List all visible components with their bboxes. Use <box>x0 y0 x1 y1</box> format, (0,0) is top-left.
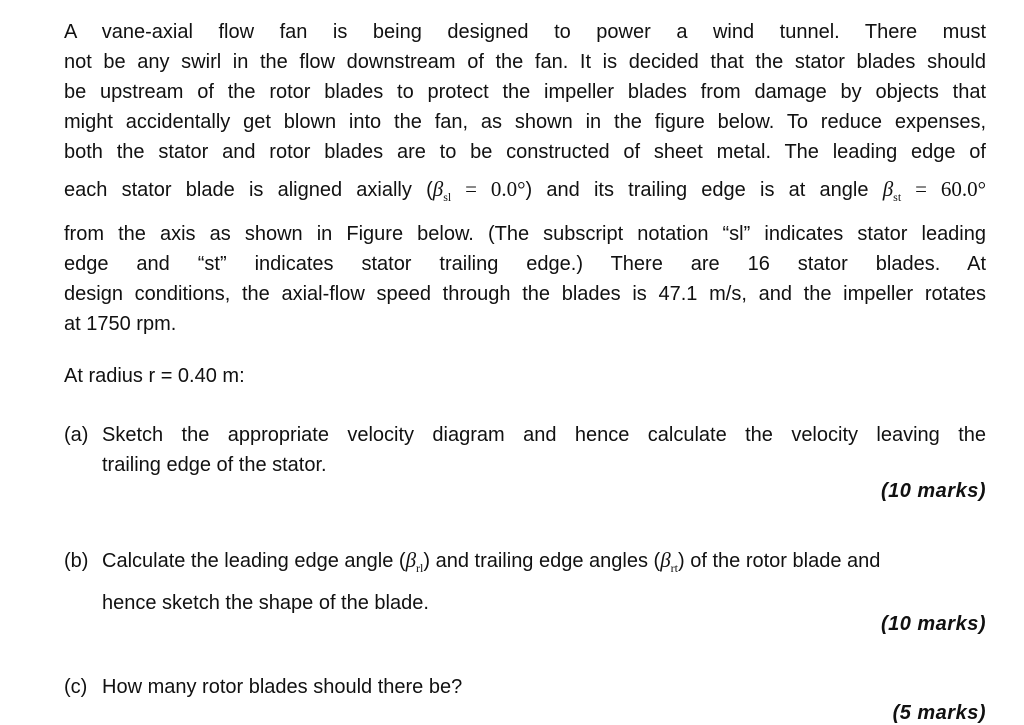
problem-statement <box>64 17 986 339</box>
question-a-line-1: Sketch the appropriate velocity diagram and hence calculate the velocity leaving the <box>102 424 986 446</box>
question-b-text-2: ) and trailing edge angles ( <box>423 550 661 572</box>
intro-line-2: not be any swirl in the flow downstream of the fan. It is decided that the stator blades should <box>64 51 986 73</box>
beta-rl-symbol: $\beta_{rl}$ <box>405 548 424 575</box>
intro-line-6 <box>64 167 986 219</box>
intro-line-5: both the stator and rotor blades are to be constructed of sheet metal. The leading edge of <box>64 141 986 163</box>
intro-line-9: design conditions, the axial-flow speed through the blades is 47.1 m/s, and the impeller rotates <box>64 283 986 305</box>
intro-line-3: be upstream of the rotor blades to protect the impeller blades from damage by objects that <box>64 81 986 103</box>
intro-line-6-between: ) and its trailing edge is at angle <box>525 179 869 201</box>
question-c-text: How many rotor blades should there be? <box>102 676 463 698</box>
question-c-marks: (5 marks) <box>892 702 986 724</box>
question-a-marks: (10 marks) <box>880 480 986 502</box>
question-b-line-2: hence sketch the shape of the blade. <box>102 592 429 614</box>
question-b <box>64 540 986 618</box>
intro-line-8: edge and “st” indicates stator trailing edge.) There are 16 stator blades. At <box>64 253 986 275</box>
question-b-marks: (10 marks) <box>880 613 986 635</box>
question-c-label: (c) <box>64 676 88 698</box>
question-a-label: (a) <box>64 424 89 446</box>
radius-statement: At radius r = 0.40 m: <box>64 365 245 387</box>
question-a-line-2: trailing edge of the stator. <box>102 454 327 476</box>
question-a <box>64 420 986 480</box>
intro-line-7: from the axis as shown in Figure below. (The subscript notation “sl” indicates stator leading <box>64 223 986 245</box>
beta-sl-equation: $\beta_{sl} = 0.0^\circ$ <box>432 177 526 204</box>
intro-line-1: A vane-axial flow fan is being designed to power a wind tunnel. There must <box>64 21 986 43</box>
intro-line-10: at 1750 rpm. <box>64 313 177 335</box>
beta-st-equation: $\beta_{st} = 60.0^\circ$ <box>882 177 986 204</box>
question-b-text-3: ) of the rotor blade and <box>678 550 881 572</box>
intro-line-4: might accidentally get blown into the fan, as shown in the figure below. To reduce expenses, <box>64 111 986 133</box>
question-b-label: (b) <box>64 550 89 572</box>
question-c <box>64 672 986 702</box>
question-b-text-1: Calculate the leading edge angle ( <box>102 550 406 572</box>
intro-line-6-before: each stator blade is aligned axially ( <box>64 179 433 201</box>
beta-rt-symbol: $\beta_{rt}$ <box>660 548 679 575</box>
